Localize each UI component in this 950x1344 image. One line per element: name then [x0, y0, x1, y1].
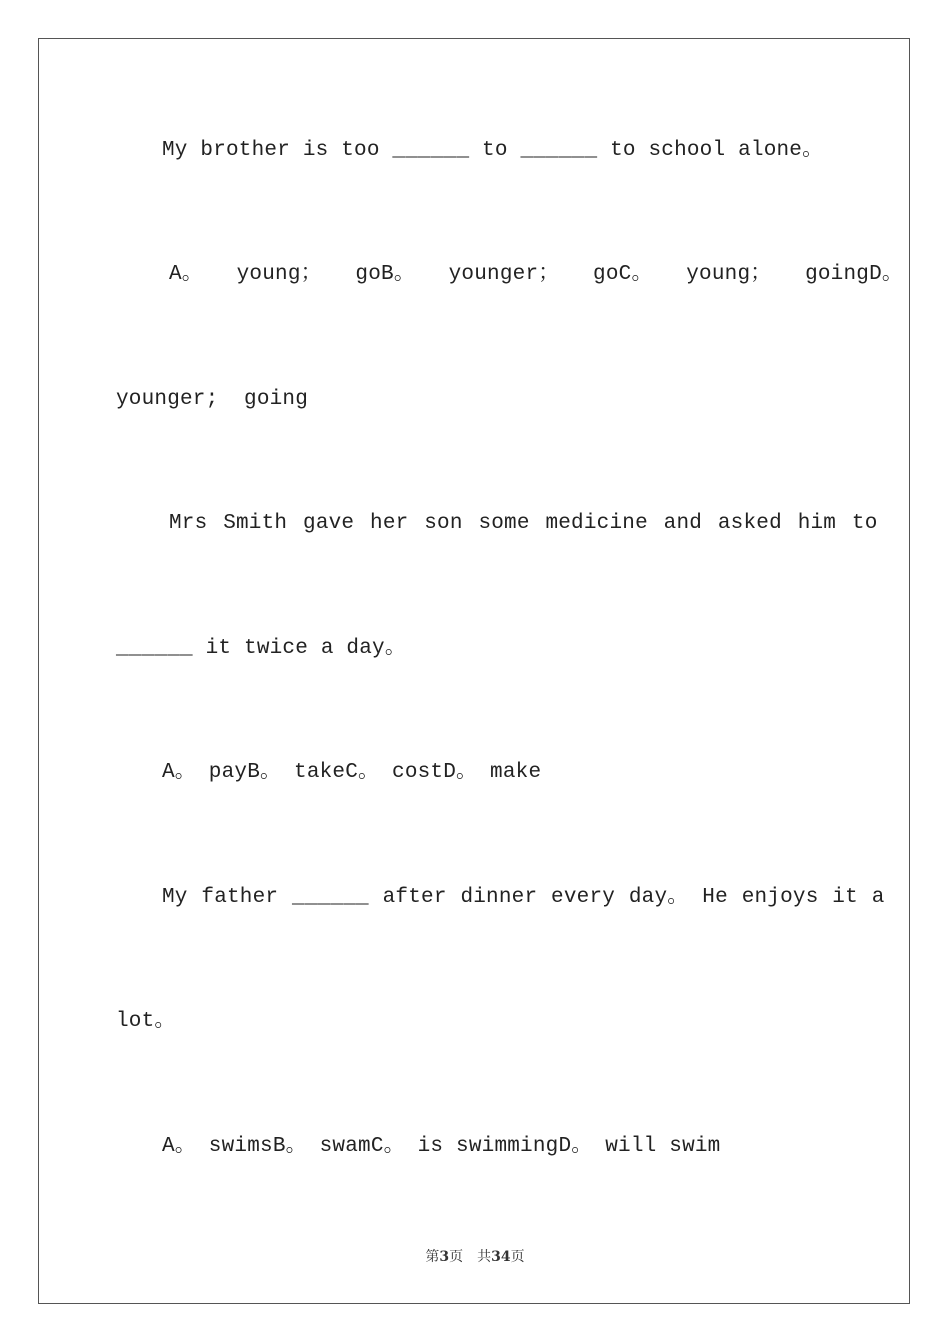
question-1-options-continued: younger; going: [116, 388, 309, 411]
page-border: [38, 38, 910, 1304]
page-footer: [0, 1246, 950, 1266]
question-3-stem: My father ______ after dinner every day。 He enjoys it a: [162, 886, 885, 909]
footer-total-pages: 34: [491, 1249, 511, 1265]
question-2-options: A。 payB。 takeC。 costD。 make: [162, 761, 542, 784]
question-1-stem: My brother is too ______ to ______ to school alone。: [162, 139, 824, 162]
footer-middle: 页 共: [449, 1249, 492, 1265]
question-3-stem-continued: lot。: [116, 1010, 176, 1033]
question-2-stem-continued: ______ it twice a day。: [116, 637, 407, 660]
question-2-stem: Mrs Smith gave her son some medicine and asked him to: [169, 512, 878, 535]
question-1-options: A。 young； goB。 younger； goC。 young； goingD。: [169, 263, 904, 286]
footer-prefix: 第: [425, 1249, 440, 1265]
footer-page-number: 3: [439, 1249, 450, 1265]
question-3-options: A。 swimsB。 swamC。 is swimmingD。 will swim: [162, 1135, 721, 1158]
footer-suffix: 页: [510, 1249, 525, 1265]
